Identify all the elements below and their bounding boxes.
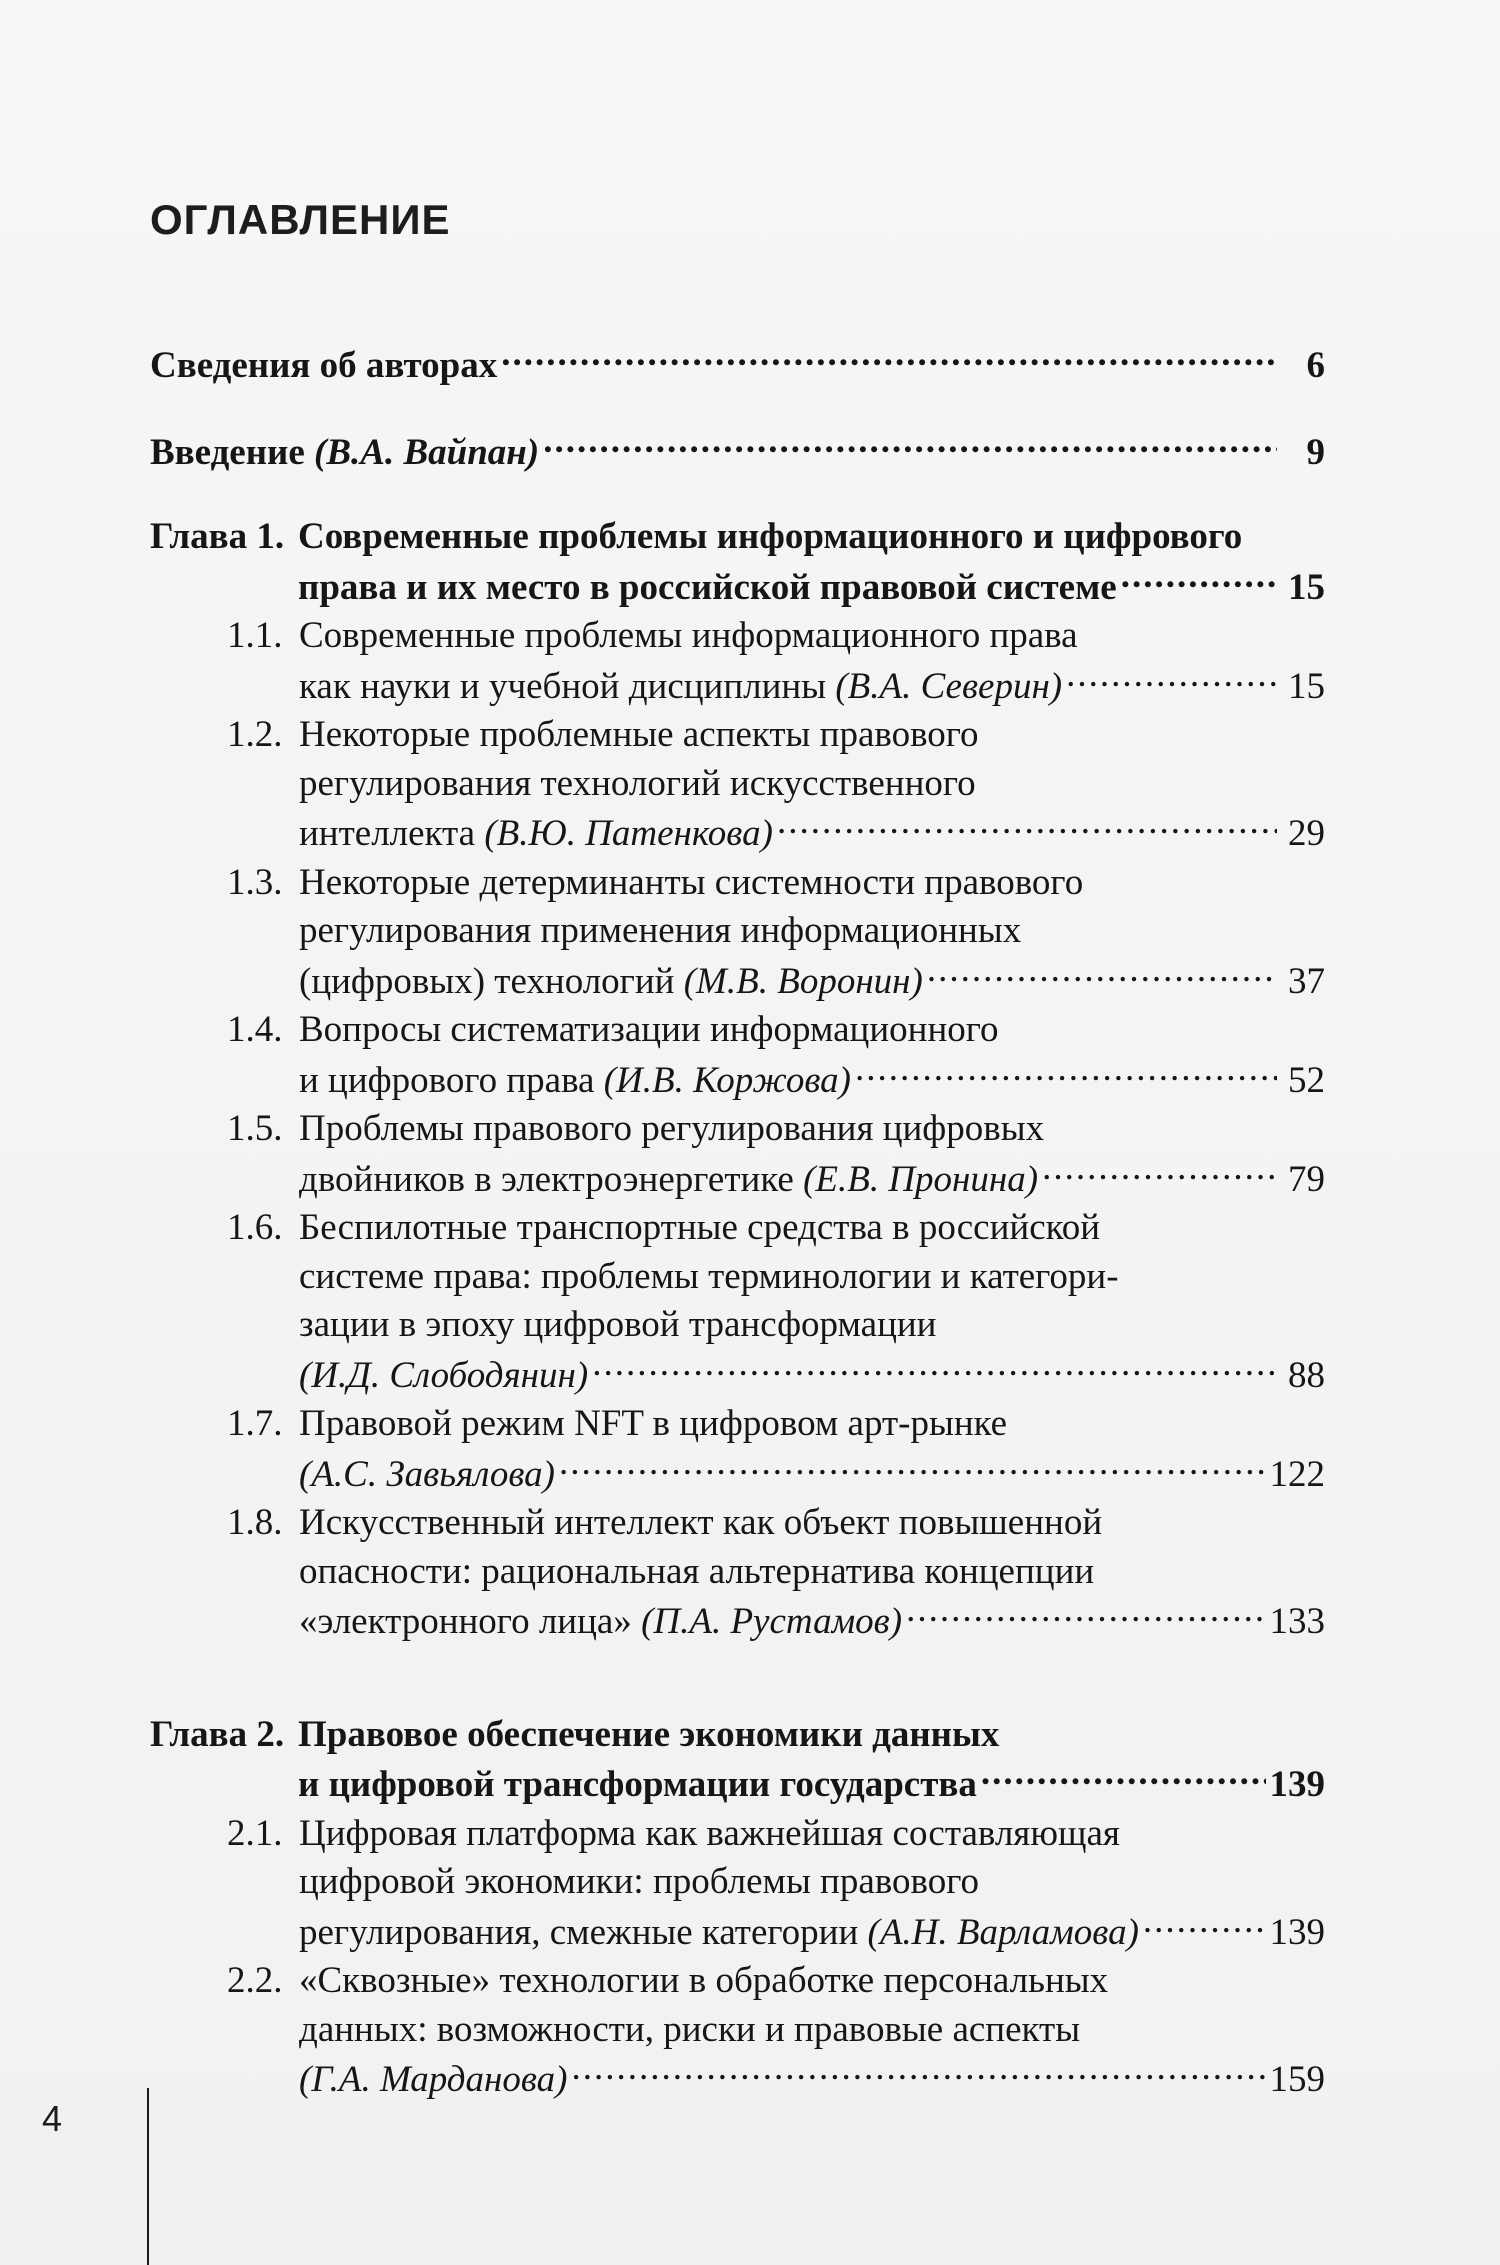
section-title-line: системе права: проблемы терминологии и категори- xyxy=(299,1255,1119,1297)
toc-entry-author: (Е.В. Пронина) xyxy=(803,1158,1039,1200)
section-number: 1.7. xyxy=(227,1403,283,1444)
toc-entry-author: (М.В. Воронин) xyxy=(683,960,923,1002)
section-number: 1.1. xyxy=(227,615,283,656)
dot-leader xyxy=(559,1449,1266,1486)
section-number: 1.3. xyxy=(227,861,283,903)
toc-entry-1-5 xyxy=(150,1105,1325,1204)
chapter-number: Глава 1. xyxy=(150,516,285,557)
dot-leader xyxy=(981,1759,1266,1796)
toc-entry-label: Сведения об авторах xyxy=(150,345,498,386)
toc-page-number: 122 xyxy=(1269,1453,1325,1495)
chapter-title-line: права и их место в российской правовой системе xyxy=(298,566,1117,608)
dot-leader xyxy=(543,427,1277,464)
toc-entry-author: (В.А. Северин) xyxy=(835,665,1063,707)
toc-entry-author: (Г.А. Марданова) xyxy=(299,2059,568,2100)
section-number: 2.1. xyxy=(227,1812,283,1854)
chapter-title-line: Правовое обеспечение экономики данных xyxy=(298,1713,1000,1755)
section-title-line: цифровой экономики: проблемы правового xyxy=(299,1861,979,1902)
section-title-line: зации в эпоху цифровой трансформации xyxy=(299,1304,937,1345)
section-title-line: Правовой режим NFT в цифровом арт-рынке xyxy=(299,1403,1008,1444)
section-number: 1.4. xyxy=(227,1009,283,1050)
chapter-number: Глава 2. xyxy=(150,1713,285,1755)
section-title-line: опасности: рациональная альтернатива концепции xyxy=(299,1550,1095,1592)
section-title-line: двойников в электроэнергетике xyxy=(299,1158,804,1200)
toc-entry-1-1 xyxy=(150,612,1325,711)
dot-leader xyxy=(1066,661,1277,698)
toc-entry-intro xyxy=(150,427,1325,478)
dot-leader xyxy=(592,1350,1277,1387)
section-title-line: регулирования, смежные категории xyxy=(299,1911,868,1953)
toc-entry-chapter-1 xyxy=(150,513,1325,612)
toc-entry-author: (В.Ю. Патенкова) xyxy=(484,813,773,854)
toc-entry-chapter-2 xyxy=(150,1711,1325,1810)
section-number: 1.2. xyxy=(227,714,283,755)
toc-page-number: 6 xyxy=(1306,345,1325,386)
toc-page-number: 139 xyxy=(1269,1764,1325,1805)
dot-leader xyxy=(501,340,1277,377)
toc-entry-1-6 xyxy=(150,1204,1325,1400)
section-title-line: интеллекта xyxy=(299,813,485,854)
toc-page-number: 15 xyxy=(1288,665,1325,707)
section-title-line: Искусственный интеллект как объект повышенной xyxy=(299,1502,1103,1543)
toc-page-number: 15 xyxy=(1288,566,1325,608)
section-title-line: Современные проблемы информационного права xyxy=(299,615,1078,656)
section-number: 1.5. xyxy=(227,1108,283,1149)
toc-page-number: 88 xyxy=(1288,1354,1325,1396)
dot-leader xyxy=(571,2054,1265,2091)
section-title-line: «Сквозные» технологии в обработке персональных xyxy=(299,1960,1109,2001)
toc-entry-1-2 xyxy=(150,711,1325,859)
chapter-title-line: и цифровой трансформации государства xyxy=(298,1764,977,1805)
toc-page-number: 52 xyxy=(1288,1059,1325,1101)
section-title-line: Проблемы правового регулирования цифровых xyxy=(299,1108,1045,1149)
section-title-line: как науки и учебной дисциплины xyxy=(299,665,836,707)
dot-leader xyxy=(1143,1907,1266,1944)
toc-entry-2-2 xyxy=(150,1957,1325,2105)
page-number: 4 xyxy=(42,2098,63,2139)
toc-entry-1-4 xyxy=(150,1006,1325,1105)
toc-entry-author: (А.Н. Варламова) xyxy=(867,1911,1139,1953)
dot-leader xyxy=(777,808,1277,845)
section-title-line: «электронного лица» xyxy=(299,1601,642,1642)
dot-leader xyxy=(855,1055,1277,1092)
toc-entry-1-3 xyxy=(150,859,1325,1007)
section-title-line: Некоторые проблемные аспекты правового xyxy=(299,714,979,755)
section-number: 1.6. xyxy=(227,1207,283,1248)
dot-leader xyxy=(927,956,1277,993)
toc-entry-2-1 xyxy=(150,1810,1325,1958)
toc-entry-author: (В.А. Вайпан) xyxy=(314,431,540,473)
toc-page-number: 159 xyxy=(1269,2059,1325,2100)
toc-page-number: 79 xyxy=(1288,1158,1325,1200)
page-heading: ОГЛАВЛЕНИЕ xyxy=(150,196,451,243)
toc-entry-1-8 xyxy=(150,1499,1325,1647)
dot-leader xyxy=(1042,1154,1277,1191)
margin-rule xyxy=(147,2088,149,2265)
dot-leader xyxy=(1121,562,1277,599)
section-title-line: Вопросы систематизации информационного xyxy=(299,1009,999,1050)
toc-entry-author: (П.А. Рустамов) xyxy=(641,1601,903,1642)
chapter-title-line: Современные проблемы информационного и цифрового xyxy=(298,516,1243,557)
toc-page-number: 9 xyxy=(1306,431,1325,473)
toc-entry-1-7 xyxy=(150,1400,1325,1499)
section-title-line: и цифрового права xyxy=(299,1059,604,1101)
dot-leader xyxy=(906,1596,1265,1633)
section-title-line: данных: возможности, риски и правовые аспекты xyxy=(299,2008,1081,2050)
section-title-line: Некоторые детерминанты системности правового xyxy=(299,861,1084,903)
section-title-line: Беспилотные транспортные средства в российской xyxy=(299,1207,1101,1248)
toc-entry-author: (А.С. Завьялова) xyxy=(299,1453,555,1495)
section-title-line: Цифровая платформа как важнейшая составляющая xyxy=(299,1812,1120,1854)
toc-entry-author: (И.Д. Слободянин) xyxy=(299,1354,589,1396)
toc-entry-author: (И.В. Коржова) xyxy=(603,1059,851,1101)
table-of-contents xyxy=(150,340,1325,2105)
toc-page-number: 29 xyxy=(1288,813,1325,854)
section-title-line: регулирования применения информационных xyxy=(299,910,1022,951)
toc-page-number: 133 xyxy=(1269,1601,1325,1642)
section-title-line: регулирования технологий искусственного xyxy=(299,762,976,804)
section-title-line: (цифровых) технологий xyxy=(299,960,684,1002)
section-number: 1.8. xyxy=(227,1502,283,1543)
toc-entry-authors xyxy=(150,340,1325,391)
toc-entry-label: Введение xyxy=(150,431,315,473)
toc-page-number: 37 xyxy=(1288,960,1325,1002)
toc-page-number: 139 xyxy=(1269,1911,1325,1953)
section-number: 2.2. xyxy=(227,1960,283,2001)
